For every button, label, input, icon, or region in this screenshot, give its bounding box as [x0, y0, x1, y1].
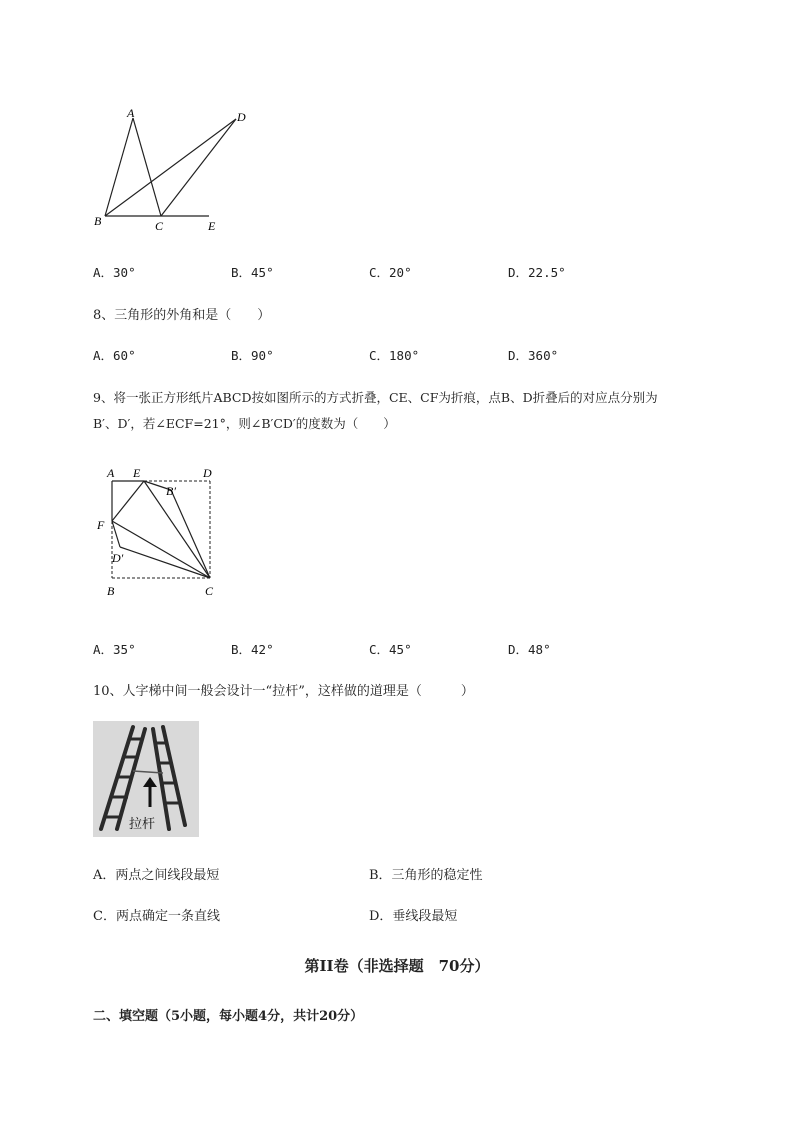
q10-stem: 10、人字梯中间一般会设计一“拉杆”，这样做的道理是（ ） [93, 684, 474, 699]
label-D: D [237, 110, 246, 124]
q8-option-d: D．360° [508, 348, 559, 363]
label-F: F [97, 518, 105, 532]
q7-option-a: A．30° [93, 265, 136, 280]
label-E: E [208, 219, 216, 233]
q7-option-d: D．22.5° [508, 265, 566, 280]
label-C: C [155, 219, 164, 233]
q8-option-c: C．180° [369, 348, 420, 363]
q7-option-b: B．45° [231, 265, 274, 280]
q9-option-d: D．48° [508, 642, 551, 657]
section-title: 第II卷（非选择题 70分） [304, 957, 490, 975]
section-subtitle: 二、填空题（5小题，每小题4分，共计20分） [93, 1009, 364, 1024]
q8-option-b: B．90° [231, 348, 274, 363]
label-D: D [203, 466, 212, 480]
q9-stem-line1: 9、将一张正方形纸片ABCD按如图所示的方式折叠，CE、CF为折痕，点B、D折叠后的对应点分别为 [93, 390, 658, 405]
q7-figure [88, 104, 258, 236]
q8-stem: 8、三角形的外角和是（ ） [93, 308, 271, 323]
q9-figure [92, 462, 232, 602]
q9-stem-line2: B′、D′，若∠ECF=21°，则∠B′CD′的度数为（ ） [93, 416, 396, 431]
q9-option-b: B．42° [231, 642, 274, 657]
label-A: A [127, 106, 135, 120]
q9-option-c: C．45° [369, 642, 412, 657]
q8-option-a: A．60° [93, 348, 136, 363]
q7-option-c: C．20° [369, 265, 412, 280]
q9-option-a: A．35° [93, 642, 136, 657]
q10-option-c: C．两点确定一条直线 [93, 909, 220, 924]
label-B: B [107, 584, 115, 598]
q10-option-b: B．三角形的稳定性 [369, 868, 483, 883]
ladder-photo [93, 721, 199, 837]
label-B-prime: B′ [166, 484, 176, 498]
q10-option-a: A．两点之间线段最短 [93, 868, 220, 883]
label-D-prime: D′ [112, 551, 124, 565]
label-E: E [133, 466, 141, 480]
ladder-label: 拉杆 [129, 817, 156, 832]
label-C: C [205, 584, 214, 598]
label-A: A [107, 466, 115, 480]
q10-option-d: D．垂线段最短 [369, 909, 458, 924]
label-B: B [94, 214, 102, 228]
